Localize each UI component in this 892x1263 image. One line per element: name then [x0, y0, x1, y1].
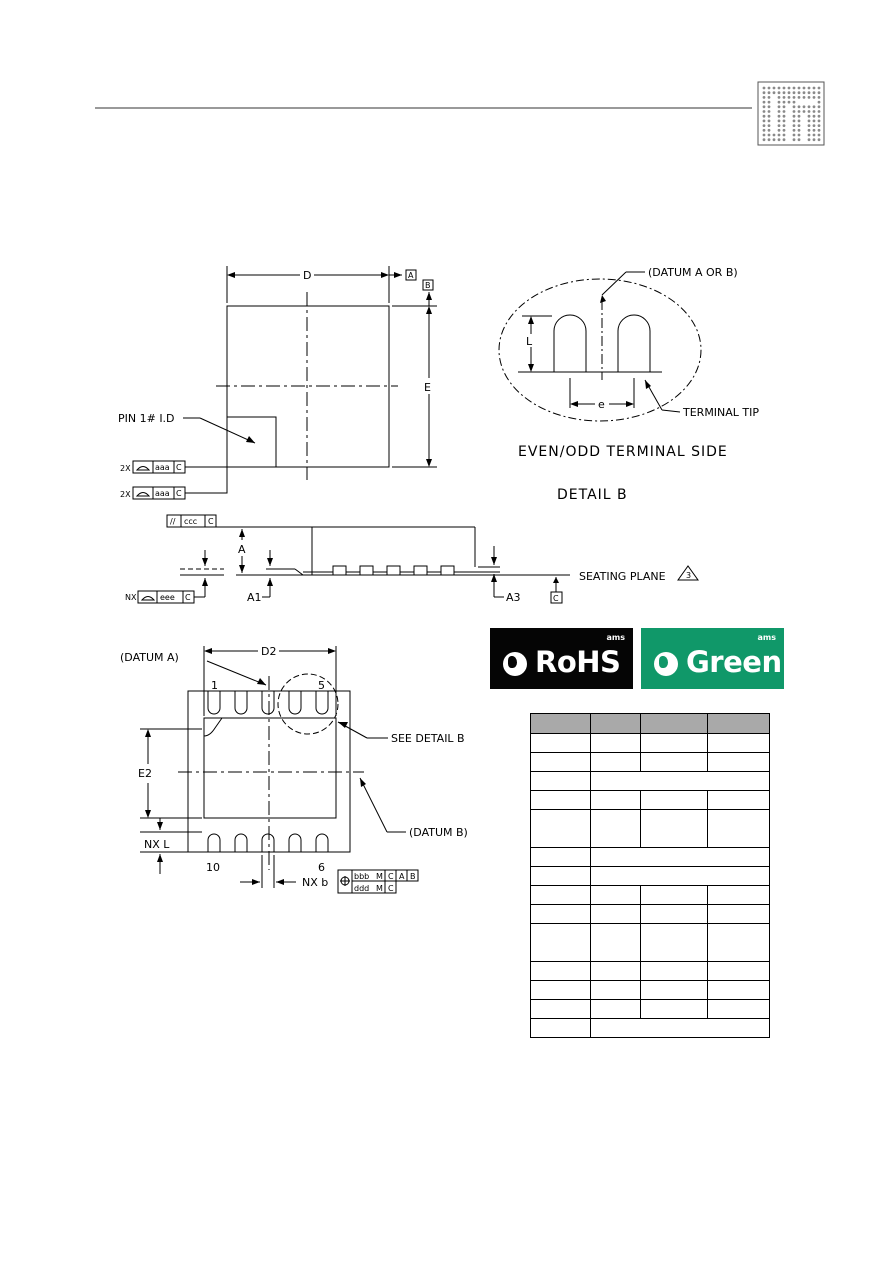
table-row: [531, 886, 770, 905]
dimension-table: [530, 713, 770, 1038]
fcf-b1-mod: M: [376, 872, 383, 881]
nx-b-label: NX b: [302, 876, 329, 889]
datum-b-box-label: B: [425, 281, 431, 290]
fcf-b1-d1: C: [388, 872, 394, 881]
dim-a1-label: A1: [247, 591, 262, 604]
table-row: [531, 962, 770, 981]
globe-icon: [503, 652, 527, 676]
table-header-row: [531, 714, 770, 734]
detail-b-arrows: [528, 295, 651, 407]
green-badge: [641, 628, 784, 689]
parallel-datum: C: [208, 517, 214, 526]
pin-1-label: 1: [211, 679, 218, 692]
detail-dim-e: e: [598, 398, 605, 411]
nx-fcf-count: NX: [125, 593, 137, 602]
side-view-arrows: [202, 529, 559, 586]
fcf-lower-count: 2X: [120, 490, 131, 499]
pin-5-label: 5: [318, 679, 325, 692]
table-row: [531, 1019, 770, 1038]
fcf-b2-mod: M: [376, 884, 383, 893]
seating-plane-label: SEATING PLANE: [579, 570, 666, 583]
detail-datum-label: (DATUM A OR B): [648, 266, 738, 279]
rohs-word: RoHS: [535, 645, 621, 679]
dim-d2-label: D2: [261, 645, 277, 658]
rohs-badge: [490, 628, 633, 689]
bv-datum-a-label: (DATUM A): [120, 651, 179, 664]
detail-dim-l: L: [526, 335, 533, 348]
parallel-tol: ccc: [184, 517, 198, 526]
bottom-view-arrows: [145, 648, 366, 885]
table-row: [531, 791, 770, 810]
fcf-b1-tol: bbb: [354, 872, 370, 881]
fcf-b2-d1: C: [388, 884, 394, 893]
pin-6-label: 6: [318, 861, 325, 874]
nx-l-label: NX L: [144, 838, 170, 851]
table-row: [531, 753, 770, 772]
table-row: [531, 848, 770, 867]
nx-fcf-tol: eee: [160, 593, 175, 602]
table-row: [531, 772, 770, 791]
globe-icon: [654, 652, 678, 676]
fcf-b1-d2: A: [399, 872, 405, 881]
dim-a-label: A: [238, 543, 246, 556]
terminal-tip-label: TERMINAL TIP: [683, 406, 760, 419]
fcf-upper-datum: C: [176, 463, 182, 472]
logo-dot-matrix-icon: [758, 82, 824, 145]
table-row: [531, 924, 770, 962]
parallel-symbol: //: [170, 517, 176, 526]
table-row: [531, 1000, 770, 1019]
datum-c-label: C: [553, 594, 559, 603]
fcf-lower-tol: aaa: [155, 489, 170, 498]
fcf-upper-tol: aaa: [155, 463, 170, 472]
table-row: [531, 734, 770, 753]
datum-a-box-label: A: [408, 271, 414, 280]
dim-d-label: D: [303, 269, 312, 282]
nx-fcf-datum: C: [185, 593, 191, 602]
rohs-brand: ams: [606, 633, 625, 642]
top-view-arrows: [227, 272, 432, 467]
terminal-right: [618, 315, 650, 372]
table-row: [531, 905, 770, 924]
fcf-b1-d3: B: [410, 872, 416, 881]
terminal-left: [554, 315, 586, 372]
green-word: Green: [686, 645, 782, 679]
fcf-upper-count: 2X: [120, 464, 131, 473]
detail-caption-title: DETAIL B: [557, 487, 628, 503]
side-view: [138, 515, 698, 603]
table-row: [531, 867, 770, 886]
fcf-lower-datum: C: [176, 489, 182, 498]
pin1-label: PIN 1# I.D: [118, 412, 175, 425]
dim-e2-label: E2: [138, 767, 152, 780]
bottom-view: [140, 646, 418, 893]
green-brand: ams: [757, 633, 776, 642]
dim-a3-label: A3: [506, 591, 521, 604]
detail-caption-side: EVEN/ODD TERMINAL SIDE: [518, 444, 728, 460]
pin-10-label: 10: [206, 861, 220, 874]
bv-datum-b-label: (DATUM B): [409, 826, 468, 839]
table-row: [531, 810, 770, 848]
see-detail-label: SEE DETAIL B: [391, 732, 465, 745]
fcf-b2-tol: ddd: [354, 884, 370, 893]
table-row: [531, 981, 770, 1000]
dim-e-label: E: [424, 381, 431, 394]
note-ref-label: 3: [686, 571, 692, 580]
